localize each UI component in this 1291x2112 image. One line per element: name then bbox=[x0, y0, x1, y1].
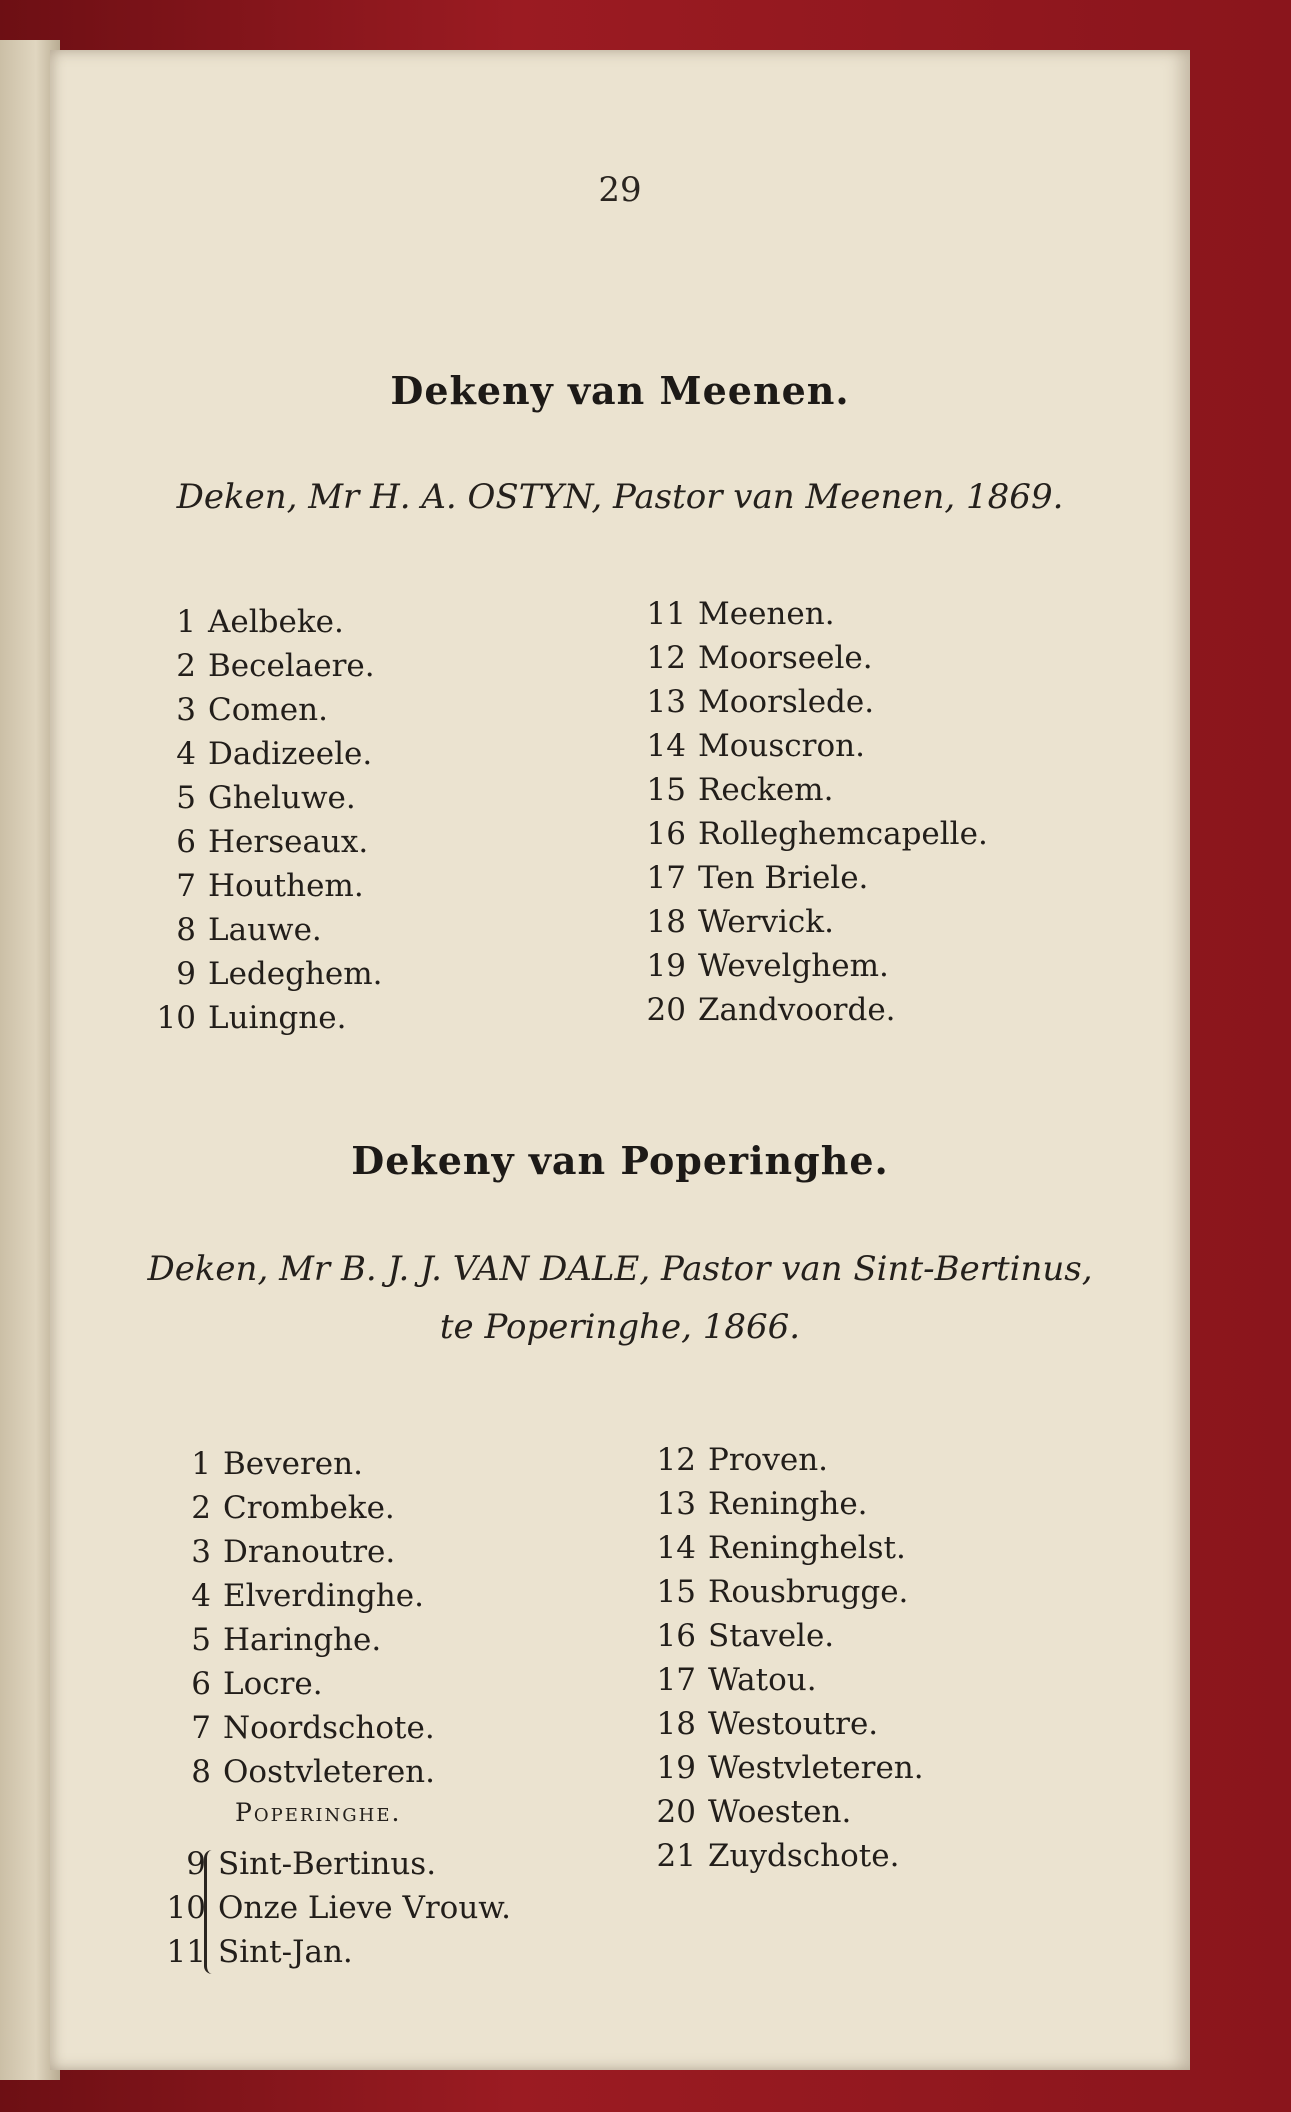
parish-name: Sint-Bertinus. bbox=[218, 1846, 437, 1882]
list-item bbox=[160, 1886, 511, 1930]
parish-number: 11 bbox=[646, 596, 686, 632]
list-item bbox=[150, 732, 383, 776]
parish-number: 6 bbox=[191, 1666, 211, 1702]
parish-number: 14 bbox=[656, 1530, 696, 1566]
list-item bbox=[150, 996, 383, 1040]
parish-name: Oostvleteren. bbox=[223, 1754, 436, 1790]
parish-name: Stavele. bbox=[708, 1618, 835, 1654]
parish-number: 21 bbox=[656, 1838, 696, 1874]
list-item bbox=[640, 812, 988, 856]
list-item bbox=[150, 908, 383, 952]
parish-name: Houthem. bbox=[208, 868, 364, 904]
parish-name: Rolleghemcapelle. bbox=[698, 816, 988, 852]
list-item bbox=[150, 688, 383, 732]
parish-number: 16 bbox=[646, 816, 686, 852]
list-item bbox=[150, 776, 383, 820]
parish-name: Westvleteren. bbox=[708, 1750, 924, 1786]
list-item bbox=[165, 1618, 435, 1662]
list-item bbox=[650, 1834, 924, 1878]
parish-number: 19 bbox=[646, 948, 686, 984]
parish-number: 7 bbox=[191, 1710, 211, 1746]
list-item bbox=[640, 592, 988, 636]
parish-name: Watou. bbox=[708, 1662, 817, 1698]
parish-name: Gheluwe. bbox=[208, 780, 356, 816]
parish-list-poperinghe-right bbox=[650, 1438, 924, 1878]
list-item bbox=[640, 856, 988, 900]
list-item bbox=[165, 1662, 435, 1706]
parish-number: 13 bbox=[656, 1486, 696, 1522]
parish-name: Crombeke. bbox=[223, 1490, 395, 1526]
section-heading-poperinghe: Dekeny van Poperinghe. bbox=[351, 1138, 889, 1183]
parish-number: 1 bbox=[191, 1446, 211, 1482]
list-item bbox=[640, 680, 988, 724]
parish-name: Noordschote. bbox=[223, 1710, 435, 1746]
parish-number: 16 bbox=[656, 1618, 696, 1654]
parish-name: Onze Lieve Vrouw. bbox=[218, 1890, 512, 1926]
parish-name: Elverdinghe. bbox=[223, 1578, 424, 1614]
list-item bbox=[150, 820, 383, 864]
parish-list-meenen-left bbox=[150, 600, 383, 1040]
book-page bbox=[50, 50, 1190, 2070]
parish-list-poperinghe-town bbox=[160, 1842, 511, 1974]
parish-name: Zuydschote. bbox=[708, 1838, 900, 1874]
parish-name: Ten Briele. bbox=[698, 860, 869, 896]
parish-number: 15 bbox=[656, 1574, 696, 1610]
parish-name: Reninghe. bbox=[708, 1486, 868, 1522]
parish-name: Moorslede. bbox=[698, 684, 875, 720]
list-item bbox=[650, 1526, 924, 1570]
sub-heading-poperinghe: Poperinghe. bbox=[235, 1798, 402, 1827]
parish-number: 10 bbox=[166, 1890, 206, 1926]
parish-number: 6 bbox=[176, 824, 196, 860]
list-item bbox=[640, 900, 988, 944]
parish-name: Meenen. bbox=[698, 596, 835, 632]
parish-number: 3 bbox=[176, 692, 196, 728]
dean-line-meenen: Deken, Mr H. A. OSTYN, Pastor van Meenen, 1869. bbox=[176, 477, 1064, 517]
parish-number: 8 bbox=[191, 1754, 211, 1790]
list-item bbox=[650, 1614, 924, 1658]
parish-number: 19 bbox=[656, 1750, 696, 1786]
parish-number: 20 bbox=[656, 1794, 696, 1830]
parish-name: Zandvoorde. bbox=[698, 992, 896, 1028]
list-item bbox=[165, 1750, 435, 1794]
parish-number: 9 bbox=[176, 956, 196, 992]
parish-name: Moorseele. bbox=[698, 640, 873, 676]
parish-number: 4 bbox=[176, 736, 196, 772]
parish-number: 1 bbox=[176, 604, 196, 640]
parish-name: Herseaux. bbox=[208, 824, 369, 860]
list-item bbox=[640, 724, 988, 768]
parish-number: 14 bbox=[646, 728, 686, 764]
parish-name: Westoutre. bbox=[708, 1706, 879, 1742]
parish-name: Reninghelst. bbox=[708, 1530, 906, 1566]
parish-number: 10 bbox=[156, 1000, 196, 1036]
list-item bbox=[650, 1746, 924, 1790]
parish-name: Rousbrugge. bbox=[708, 1574, 909, 1610]
parish-number: 8 bbox=[176, 912, 196, 948]
parish-number: 18 bbox=[656, 1706, 696, 1742]
list-item bbox=[150, 864, 383, 908]
parish-number: 4 bbox=[191, 1578, 211, 1614]
parish-number: 11 bbox=[166, 1934, 206, 1970]
parish-name: Becelaere. bbox=[208, 648, 375, 684]
list-item bbox=[165, 1442, 435, 1486]
parish-number: 15 bbox=[646, 772, 686, 808]
parish-name: Lauwe. bbox=[208, 912, 322, 948]
list-item bbox=[650, 1658, 924, 1702]
list-item bbox=[650, 1790, 924, 1834]
parish-number: 7 bbox=[176, 868, 196, 904]
parish-name: Comen. bbox=[208, 692, 328, 728]
page-number: 29 bbox=[598, 170, 642, 210]
list-item bbox=[640, 988, 988, 1032]
list-item bbox=[165, 1574, 435, 1618]
parish-list-meenen-right bbox=[640, 592, 988, 1032]
list-item bbox=[640, 944, 988, 988]
parish-number: 2 bbox=[176, 648, 196, 684]
parish-list-poperinghe-left bbox=[165, 1442, 435, 1794]
parish-name: Dadizeele. bbox=[208, 736, 373, 772]
parish-number: 12 bbox=[656, 1442, 696, 1478]
parish-name: Mouscron. bbox=[698, 728, 865, 764]
list-item bbox=[160, 1842, 511, 1886]
parish-number: 5 bbox=[191, 1622, 211, 1658]
list-item bbox=[650, 1482, 924, 1526]
parish-name: Woesten. bbox=[708, 1794, 852, 1830]
parish-name: Proven. bbox=[708, 1442, 829, 1478]
parish-name: Wevelghem. bbox=[698, 948, 889, 984]
list-item bbox=[640, 636, 988, 680]
list-item bbox=[150, 644, 383, 688]
list-item bbox=[165, 1706, 435, 1750]
dean-line-poperinghe-2: te Poperinghe, 1866. bbox=[439, 1307, 801, 1347]
parish-name: Dranoutre. bbox=[223, 1534, 396, 1570]
parish-name: Aelbeke. bbox=[208, 604, 344, 640]
list-item bbox=[650, 1570, 924, 1614]
parish-number: 9 bbox=[186, 1846, 206, 1882]
parish-number: 12 bbox=[646, 640, 686, 676]
section-heading-meenen: Dekeny van Meenen. bbox=[390, 368, 850, 413]
list-item bbox=[640, 768, 988, 812]
list-item bbox=[650, 1702, 924, 1746]
parish-name: Ledeghem. bbox=[208, 956, 383, 992]
parish-name: Reckem. bbox=[698, 772, 834, 808]
parish-number: 17 bbox=[646, 860, 686, 896]
list-item bbox=[150, 952, 383, 996]
parish-name: Haringhe. bbox=[223, 1622, 382, 1658]
parish-number: 3 bbox=[191, 1534, 211, 1570]
parish-number: 18 bbox=[646, 904, 686, 940]
dean-line-poperinghe-1: Deken, Mr B. J. J. VAN DALE, Pastor van Sint-Bertinus, bbox=[147, 1249, 1093, 1289]
list-item bbox=[150, 600, 383, 644]
parish-name: Luingne. bbox=[208, 1000, 347, 1036]
parish-number: 17 bbox=[656, 1662, 696, 1698]
parish-number: 2 bbox=[191, 1490, 211, 1526]
parish-name: Wervick. bbox=[698, 904, 834, 940]
parish-number: 20 bbox=[646, 992, 686, 1028]
list-item bbox=[165, 1486, 435, 1530]
parish-number: 13 bbox=[646, 684, 686, 720]
parish-number: 5 bbox=[176, 780, 196, 816]
list-item bbox=[165, 1530, 435, 1574]
parish-name: Sint-Jan. bbox=[218, 1934, 353, 1970]
parish-name: Beveren. bbox=[223, 1446, 363, 1482]
list-item bbox=[650, 1438, 924, 1482]
parish-name: Locre. bbox=[223, 1666, 323, 1702]
list-item bbox=[160, 1930, 511, 1974]
